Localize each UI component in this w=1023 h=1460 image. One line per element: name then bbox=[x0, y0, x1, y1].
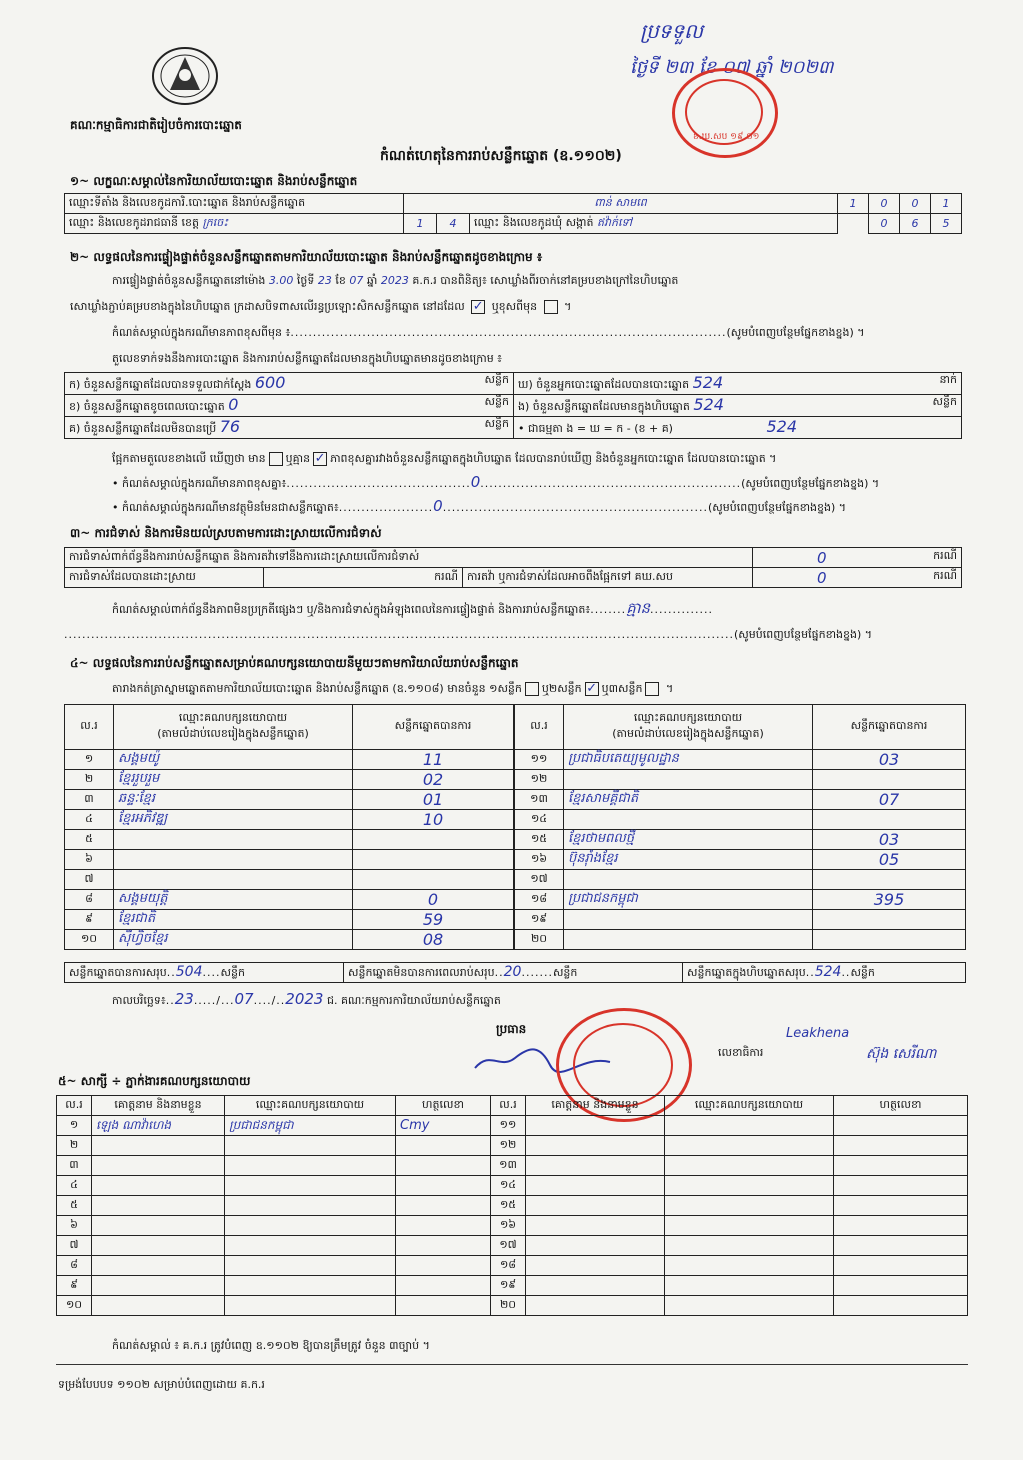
party-votes: 0 bbox=[353, 890, 514, 910]
row-number: ៩ bbox=[57, 1276, 92, 1296]
box-total: 524 bbox=[814, 963, 842, 980]
party-name bbox=[564, 770, 813, 790]
party-votes bbox=[813, 910, 966, 930]
row-number: ៦ bbox=[65, 850, 114, 870]
witness-party bbox=[665, 1116, 834, 1136]
party-row bbox=[65, 890, 514, 910]
row-number: ១៤ bbox=[515, 810, 564, 830]
checkbox-empty bbox=[645, 682, 659, 696]
witness-row bbox=[57, 1156, 968, 1176]
row-number: ៣ bbox=[65, 790, 114, 810]
signing-date: កាលបរិច្ឆេទ៖..23...../...07..../..2023 ជ. គណៈកម្មការការិយាល័យរាប់សន្លឹកឆ្នោត bbox=[112, 990, 501, 1008]
witness-signature bbox=[834, 1116, 968, 1136]
totals-table: សន្លឹកឆ្នោតបានការសរុប..504....សន្លឹក សន្លឹកឆ្នោតមិនបានការពេលរាប់សរុប..20.......សន្លឹក សន្លឹកឆ្នោតក្នុងហិបឆ្នោតសរុប..524..សន្លឹក bbox=[64, 962, 966, 983]
party-name bbox=[114, 850, 353, 870]
witness-signature bbox=[834, 1196, 968, 1216]
party-row bbox=[515, 870, 966, 890]
received-date: ថ្ងៃទី ២៣ ខែ ០៧ ឆ្នាំ ២០២៣ bbox=[630, 57, 834, 78]
row-number: ៥ bbox=[57, 1196, 92, 1216]
received-stamp: ខ.ឃ.សប ១៩.០១ bbox=[672, 68, 778, 158]
witness-row bbox=[57, 1196, 968, 1216]
unused-count: 76 bbox=[219, 417, 241, 436]
witness-signature bbox=[396, 1176, 491, 1196]
party-votes bbox=[813, 810, 966, 830]
party-votes: 11 bbox=[353, 750, 514, 770]
witness-row bbox=[57, 1276, 968, 1296]
sec1-row1-label: ឈ្មោះទីតាំង និងលេខកូដការិ.បោះឆ្នោត និងរាប់សន្លឹកឆ្នោត bbox=[65, 194, 404, 214]
sec2-line2: សោឃ្លាំងភ្ជាប់គម្របខាងក្នុងនៃហិបឆ្នោត ក្រដាសបិទពាសលើរន្ធប្រឡោះសិកសន្លឹកឆ្នោត នៅដដែល ✓ ឬខុសពីមុន ។ bbox=[70, 299, 572, 314]
valid-total: 504 bbox=[175, 963, 203, 980]
sec3-heading: ៣~ ការជំទាស់ និងការមិនយល់ស្របតាមការដោះស្រាយលើការជំទាស់ bbox=[70, 526, 382, 540]
party-name: ខ្មែររួបរួម bbox=[114, 770, 353, 790]
witness-party bbox=[665, 1196, 834, 1216]
witness-party bbox=[225, 1256, 396, 1276]
row-number: ១៩ bbox=[491, 1276, 526, 1296]
party-votes: 395 bbox=[813, 890, 966, 910]
row-number: ១៣ bbox=[491, 1156, 526, 1176]
party-row bbox=[65, 750, 514, 770]
chair-label: ប្រធាន bbox=[496, 1022, 527, 1036]
sec1-row2-commune: ឈ្មោះ និងលេខកូដឃុំ សង្កាត់ ឥវ៉ាក់ទៅ bbox=[470, 214, 838, 234]
party-name: ខ្មែរជាតិ bbox=[114, 910, 353, 930]
witness-name bbox=[526, 1296, 665, 1316]
party-row bbox=[515, 770, 966, 790]
party-name: សង្គមយុត្តិ bbox=[114, 890, 353, 910]
sec3-row2-label: ការជំទាស់ដែលបានដោះស្រាយ bbox=[65, 568, 264, 588]
witness-party bbox=[225, 1156, 396, 1176]
row-number: ១៤ bbox=[491, 1176, 526, 1196]
witness-party bbox=[665, 1276, 834, 1296]
row-number: ១៥ bbox=[491, 1196, 526, 1216]
party-name: ខ្មែរថាមពលថ្មី bbox=[564, 830, 813, 850]
witness-name bbox=[526, 1156, 665, 1176]
witness-signature bbox=[396, 1256, 491, 1276]
voters-count: 524 bbox=[692, 373, 724, 392]
party-row bbox=[65, 910, 514, 930]
party-name: ប្រជាធិបតេយ្យមូលដ្ឋាន bbox=[564, 750, 813, 770]
witness-name bbox=[92, 1156, 225, 1176]
code-digit: 1 bbox=[838, 194, 869, 214]
row-number: ៦ bbox=[57, 1216, 92, 1236]
witness-row bbox=[57, 1236, 968, 1256]
sec2-heading: ២~ លទ្ធផលនៃការផ្ទៀងផ្ទាត់ចំនួនសន្លឹកឆ្នោតតាមការិយាល័យបោះឆ្នោត និងរាប់សន្លឹកឆ្នោតដូចខាងក្រោម ៖ bbox=[70, 250, 543, 264]
witness-signature bbox=[834, 1236, 968, 1256]
secretary-label: លេខាធិការ bbox=[718, 1046, 764, 1059]
row-number: ១៦ bbox=[491, 1216, 526, 1236]
witness-name bbox=[92, 1236, 225, 1256]
witness-row bbox=[57, 1116, 968, 1136]
sec1-table bbox=[64, 193, 962, 234]
witness-name bbox=[92, 1276, 225, 1296]
witness-signature: Cmy bbox=[396, 1116, 491, 1136]
sec4-heading: ៤~ លទ្ធផលនៃការរាប់សន្លឹកឆ្នោតសម្រាប់គណបក្សនយោបាយនីមួយៗតាមការិយាល័យរាប់សន្លឹកឆ្នោត bbox=[70, 656, 519, 670]
witness-signature bbox=[834, 1296, 968, 1316]
sec1-row1-value: ពាន់ សាមពេ bbox=[404, 194, 838, 214]
sec2-compare: ផ្អែកតាមតួលេខខាងលើ ឃើញថា មាន ឬគ្មាន ✓ ភាពខុសគ្នារវាងចំនួនសន្លឹកឆ្នោតក្នុងហិបឆ្នោត ដែលបានរាប់ឃើញ និងចំនួនអ្នកបោះឆ្នោត ដែលបានបោះឆ្នោត ។ bbox=[112, 451, 777, 466]
received-label: ប្រទទួល bbox=[640, 19, 704, 43]
party-row bbox=[515, 910, 966, 930]
witness-signature bbox=[834, 1136, 968, 1156]
row-number: ៨ bbox=[65, 890, 114, 910]
row-number: ១១ bbox=[491, 1116, 526, 1136]
party-name bbox=[564, 930, 813, 950]
row-number: ១២ bbox=[491, 1136, 526, 1156]
witness-name bbox=[92, 1216, 225, 1236]
witness-name bbox=[526, 1276, 665, 1296]
row-number: ២ bbox=[65, 770, 114, 790]
witness-signature bbox=[396, 1236, 491, 1256]
code-digit: 6 bbox=[900, 214, 931, 234]
witness-row bbox=[57, 1176, 968, 1196]
witness-party bbox=[225, 1196, 396, 1216]
sec2-figures-table: ក) ចំនួនសន្លឹកឆ្នោតដែលបានទទួលជាក់ស្ដែង 600 សន្លឹក ឃ) ចំនួនអ្នកបោះឆ្នោតដែលបានបោះឆ្នោត 524 នាក់ ខ) ចំនួនសន្លឹកឆ្នោតខូចពេលបោះឆ្នោត 0 សន្លឹក ង) ចំនួនសន្លឹកឆ្នោតដែលមានក្នុងហិបឆ្នោត 524 សន្លឹក គ) ចំនួនសន្លឹកឆ្នោតដែលមិនបានប្រើ 76 សន្លឹក • ជាធម្មតា ង = ឃ = ក - (ខ + គ) 524 bbox=[64, 372, 962, 439]
party-row bbox=[515, 790, 966, 810]
footer-form-label: ទម្រង់បែបបទ ១១០២ សម្រាប់បំពេញដោយ គ.ក.រ bbox=[58, 1378, 265, 1391]
witness-name bbox=[526, 1196, 665, 1216]
sec2-details-intro: តួលេខទាក់ទងនឹងការបោះឆ្នោត និងការរាប់សន្លឹកឆ្នោតដែលមានក្នុងហិបឆ្នោតមានដូចខាងក្រោម ៖ bbox=[112, 352, 503, 365]
secretary-name: ស៊ុង សេរីណា bbox=[866, 1046, 937, 1062]
party-votes bbox=[813, 930, 966, 950]
party-name: ឆន្ទៈខ្មែរ bbox=[114, 790, 353, 810]
party-name: ស៊ីហ្វិចខ្មែរ bbox=[114, 930, 353, 950]
witness-party bbox=[225, 1236, 396, 1256]
party-votes: 08 bbox=[353, 930, 514, 950]
witness-party bbox=[225, 1176, 396, 1196]
row-number: ១៧ bbox=[515, 870, 564, 890]
row-number: ៩ bbox=[65, 910, 114, 930]
checkbox-checked: ✓ bbox=[314, 451, 326, 466]
row-number: ២០ bbox=[491, 1296, 526, 1316]
code-digit: 0 bbox=[869, 194, 900, 214]
row-number: ៥ bbox=[65, 830, 114, 850]
witness-party bbox=[225, 1276, 396, 1296]
witness-signature bbox=[396, 1136, 491, 1156]
witness-table: ល.រ គោត្តនាម និងនាមខ្លួន ឈ្មោះគណបក្សនយោបាយ ហត្ថលេខា ល.រ គោត្តនាម និងនាមខ្លួន ឈ្មោះគណបក្សនយោបាយ ហត្ថលេខា ១ ឡេង ណាវ៉ាហេង ប្រជាជនកម្ពុជា Cmy ១១ ២ ១២ ៣ ១៣ ៤ ១៤ ៥ ១៥ ៦ ១៦ ៧ ១៧ ៨ ១៨ ៩ ១៩ ១០ ២០ bbox=[56, 1095, 968, 1316]
party-name: ខ្មែរសាមគ្គីជាតិ bbox=[564, 790, 813, 810]
witness-party bbox=[665, 1296, 834, 1316]
party-row bbox=[65, 770, 514, 790]
sec3-row2-protest: ការតវ៉ា ឬការជំទាស់ដែលអាចពឹងផ្អែកទៅ គឃ.សប bbox=[463, 568, 753, 588]
party-row bbox=[515, 850, 966, 870]
witness-signature bbox=[834, 1176, 968, 1196]
sec1-row2-label: ឈ្មោះ និងលេខកូដរាជធានី ខេត្ត ក្រចេះ bbox=[65, 214, 404, 234]
code-digit: 1 bbox=[931, 194, 962, 214]
party-votes: 05 bbox=[813, 850, 966, 870]
checkbox-empty bbox=[544, 300, 558, 314]
sec3-note-line2: .....................................................................................................................................................(សូមបំពេញបន្ថែមផ្នែកខាងខ្នង) ។ bbox=[64, 628, 873, 641]
witness-signature bbox=[396, 1156, 491, 1176]
party-votes: 03 bbox=[813, 830, 966, 850]
witness-name bbox=[92, 1256, 225, 1276]
party-votes: 01 bbox=[353, 790, 514, 810]
checkbox-checked: ✓ bbox=[586, 681, 598, 696]
witness-name bbox=[526, 1216, 665, 1236]
received-count: 600 bbox=[254, 373, 286, 392]
witness-signature bbox=[834, 1256, 968, 1276]
party-name bbox=[114, 830, 353, 850]
code-digit: 5 bbox=[931, 214, 962, 234]
witness-row bbox=[57, 1296, 968, 1316]
row-number: ១៨ bbox=[491, 1256, 526, 1276]
row-number: ១៥ bbox=[515, 830, 564, 850]
party-votes: 03 bbox=[813, 750, 966, 770]
sec2-line1: ការផ្ទៀងផ្ទាត់ចំនួនសន្លឹកឆ្នោតនៅម៉ោង 3.00 ថ្ងៃទី 23 ខែ 07 ឆ្នាំ 2023 គ.ក.រ បានពិនិត្យ៖ សោឃ្លាំងពីរចាក់នៅគម្របខាងក្រៅនៃហិបឆ្នោត bbox=[112, 274, 679, 287]
row-number: ៧ bbox=[57, 1236, 92, 1256]
party-votes bbox=[813, 870, 966, 890]
footer-divider bbox=[56, 1364, 968, 1365]
witness-signature bbox=[396, 1296, 491, 1316]
row-number: ១៨ bbox=[515, 890, 564, 910]
party-row bbox=[515, 930, 966, 950]
party-row bbox=[515, 750, 966, 770]
row-number: ៤ bbox=[57, 1176, 92, 1196]
party-votes bbox=[353, 850, 514, 870]
witness-signature bbox=[834, 1276, 968, 1296]
witness-party bbox=[665, 1136, 834, 1156]
checkbox-checked: ✓ bbox=[472, 299, 484, 314]
witness-party: ប្រជាជនកម្ពុជា bbox=[225, 1116, 396, 1136]
row-number: ៧ bbox=[65, 870, 114, 890]
row-number: ១ bbox=[57, 1116, 92, 1136]
witness-party bbox=[225, 1296, 396, 1316]
sec5-footnote: កំណត់សម្គាល់ ៖ គ.ក.រ ត្រូវបំពេញ ឧ.១១០២ ឱ្យបានត្រឹមត្រូវ ចំនួន ៣ច្បាប់ ។ bbox=[112, 1339, 430, 1352]
party-votes bbox=[353, 870, 514, 890]
party-votes: 07 bbox=[813, 790, 966, 810]
witness-party bbox=[665, 1176, 834, 1196]
sec3-table: ការជំទាស់ពាក់ព័ន្ធនឹងការរាប់សន្លឹកឆ្នោត និងការតវ៉ាទៅនឹងការដោះស្រាយលើការជំទាស់ 0 ករណី ការជំទាស់ដែលបានដោះស្រាយ ករណី ការតវ៉ា ឬការជំទាស់ដែលអាចពឹងផ្អែកទៅ គឃ.សប 0 ករណី bbox=[64, 547, 962, 588]
sec2-bullet1: • កំណត់សម្គាល់ក្នុងករណីមានភាពខុសគ្នា៖.........................................0..........................................................(សូមបំពេញបន្ថែមផ្នែកខាងខ្នង) ។ bbox=[112, 473, 880, 491]
party-name bbox=[114, 870, 353, 890]
witness-signature bbox=[396, 1276, 491, 1296]
row-number: ១៣ bbox=[515, 790, 564, 810]
party-name: សង្គមយ៉ូ bbox=[114, 750, 353, 770]
sec1-heading: ១~ លក្ខណៈសម្គាល់នៃការិយាល័យបោះឆ្នោត និងរាប់សន្លឹកឆ្នោត bbox=[70, 174, 358, 188]
party-row bbox=[65, 930, 514, 950]
code-digit: 0 bbox=[900, 194, 931, 214]
witness-row bbox=[57, 1216, 968, 1236]
party-name bbox=[564, 910, 813, 930]
sec5-heading: ៥~ សាក្សី ÷ ភ្នាក់ងារគណបក្សនយោបាយ bbox=[58, 1074, 251, 1088]
witness-party bbox=[225, 1136, 396, 1156]
witness-signature bbox=[396, 1196, 491, 1216]
party-votes bbox=[353, 830, 514, 850]
checkbox-empty bbox=[269, 452, 283, 466]
party-votes bbox=[813, 770, 966, 790]
row-number: ១០ bbox=[57, 1296, 92, 1316]
witness-signature bbox=[396, 1216, 491, 1236]
party-name: ប៊ុនរ៉ាំងខ្មែរ bbox=[564, 850, 813, 870]
witness-name bbox=[92, 1176, 225, 1196]
witness-name bbox=[92, 1296, 225, 1316]
party-row bbox=[65, 850, 514, 870]
sec3-note: កំណត់សម្គាល់ពាក់ព័ន្ធនឹងភាពមិនប្រក្រតីផ្សេងៗ ឬ/និងការជំទាស់ក្នុងអំឡុងពេលនៃការផ្ទៀងផ្ទាត់ និងការរាប់សន្លឹកឆ្នោត៖........គ្មាន.............. bbox=[112, 599, 713, 617]
document-title: កំណត់ហេតុនៃការរាប់សន្លឹកឆ្នោត (ឧ.១១០២) bbox=[380, 148, 622, 164]
sec2-note: កំណត់សម្គាល់ក្នុងករណីមានភាពខុសពីមុន ៖.................................................................................................(សូមបំពេញបន្ថែមផ្នែកខាងខ្នង) ។ bbox=[112, 326, 865, 339]
secretary-signature: Leakhena bbox=[786, 1026, 850, 1041]
witness-party bbox=[665, 1256, 834, 1276]
formula-result: 524 bbox=[766, 417, 798, 436]
row-number: ១២ bbox=[515, 770, 564, 790]
witness-name bbox=[92, 1136, 225, 1156]
sec3-row1-label: ការជំទាស់ពាក់ព័ន្ធនឹងការរាប់សន្លឹកឆ្នោត និងការតវ៉ាទៅនឹងការដោះស្រាយលើការជំទាស់ bbox=[65, 548, 753, 568]
row-number: ៨ bbox=[57, 1256, 92, 1276]
party-row bbox=[65, 870, 514, 890]
party-row bbox=[65, 790, 514, 810]
row-number: ១១ bbox=[515, 750, 564, 770]
witness-name bbox=[92, 1196, 225, 1216]
org-label: គណៈកម្មាធិការជាតិរៀបចំការបោះឆ្នោត bbox=[70, 118, 242, 132]
party-name bbox=[564, 870, 813, 890]
witness-signature bbox=[834, 1156, 968, 1176]
witness-party bbox=[665, 1156, 834, 1176]
witness-name bbox=[526, 1136, 665, 1156]
row-number: ៤ bbox=[65, 810, 114, 830]
results-table-left: ល.រ ឈ្មោះគណបក្សនយោបាយ (តាមលំដាប់លេខរៀងក្នុងសន្លឹកឆ្នោត) សន្លឹកឆ្នោតបានការ ១ សង្គមយ៉ូ 11 ២ ខ្មែររួបរួម 02 ៣ ឆន្ទៈខ្មែរ 01 ៤ ខ្មែរអភិវឌ្ឍ 10 ៥ ៦ ៧ ៨ សង្គមយុត្តិ 0 ៩ ខ្មែរជាតិ 59 ១០ ស៊ីហ្វិចខ្មែរ 08 bbox=[64, 704, 514, 950]
row-number: ១៧ bbox=[491, 1236, 526, 1256]
code-digit: 1 bbox=[404, 214, 437, 234]
witness-signature bbox=[834, 1216, 968, 1236]
party-votes: 02 bbox=[353, 770, 514, 790]
ballots-in-box-count: 524 bbox=[693, 395, 724, 414]
invalid-total: 20 bbox=[503, 963, 522, 980]
party-votes: 10 bbox=[353, 810, 514, 830]
witness-name bbox=[526, 1116, 665, 1136]
sec2-bullet2: • កំណត់សម្គាល់ក្នុងករណីមានវត្ថុមិនមែនជាសន្លឹកឆ្នោត៖.....................0...........................................................(សូមបំពេញបន្ថែមផ្នែកខាងខ្នង) ។ bbox=[112, 497, 847, 515]
party-name bbox=[564, 810, 813, 830]
row-number: ៣ bbox=[57, 1156, 92, 1176]
sec4-intro: តារាងកត់ត្រាស្នាមឆ្នោតតាមការិយាល័យបោះឆ្នោត និងរាប់សន្លឹកឆ្នោត (ឧ.១១០៨) មានចំនួន ១សន្លឹក ឬ២សន្លឹក ✓ ឬ៣សន្លឹក ។ bbox=[112, 681, 674, 696]
code-digit: 4 bbox=[437, 214, 470, 234]
witness-name bbox=[526, 1176, 665, 1196]
witness-name bbox=[526, 1236, 665, 1256]
results-table-right: ល.រ ឈ្មោះគណបក្សនយោបាយ (តាមលំដាប់លេខរៀងក្នុងសន្លឹកឆ្នោត) សន្លឹកឆ្នោតបានការ ១១ ប្រជាធិបតេយ្យមូលដ្ឋាន 03 ១២ ១៣ ខ្មែរសាមគ្គីជាតិ 07 ១៤ ១៥ ខ្មែរថាមពលថ្មី 03 ១៦ ប៊ុនរ៉ាំងខ្មែរ 05 ១៧ ១៨ ប្រជាជនកម្ពុជា 395 ១៩ ២០ bbox=[514, 704, 966, 950]
row-number: ១៦ bbox=[515, 850, 564, 870]
row-number: ២ bbox=[57, 1136, 92, 1156]
row-number: ១ bbox=[65, 750, 114, 770]
witness-party bbox=[665, 1236, 834, 1256]
witness-name bbox=[526, 1256, 665, 1276]
witness-row bbox=[57, 1256, 968, 1276]
party-name: ខ្មែរអភិវឌ្ឍ bbox=[114, 810, 353, 830]
row-number: ២០ bbox=[515, 930, 564, 950]
row-number: ១០ bbox=[65, 930, 114, 950]
row-number: ១៩ bbox=[515, 910, 564, 930]
party-name: ប្រជាជនកម្ពុជា bbox=[564, 890, 813, 910]
witness-row bbox=[57, 1136, 968, 1156]
party-row bbox=[515, 810, 966, 830]
code-digit: 0 bbox=[869, 214, 900, 234]
party-row bbox=[65, 810, 514, 830]
party-row bbox=[65, 830, 514, 850]
nec-logo bbox=[150, 45, 220, 107]
witness-party bbox=[225, 1216, 396, 1236]
party-votes: 59 bbox=[353, 910, 514, 930]
spoiled-count: 0 bbox=[228, 395, 239, 414]
checkbox-empty bbox=[525, 682, 539, 696]
witness-party bbox=[665, 1216, 834, 1236]
party-row bbox=[515, 830, 966, 850]
witness-name: ឡេង ណាវ៉ាហេង bbox=[92, 1116, 225, 1136]
party-row bbox=[515, 890, 966, 910]
